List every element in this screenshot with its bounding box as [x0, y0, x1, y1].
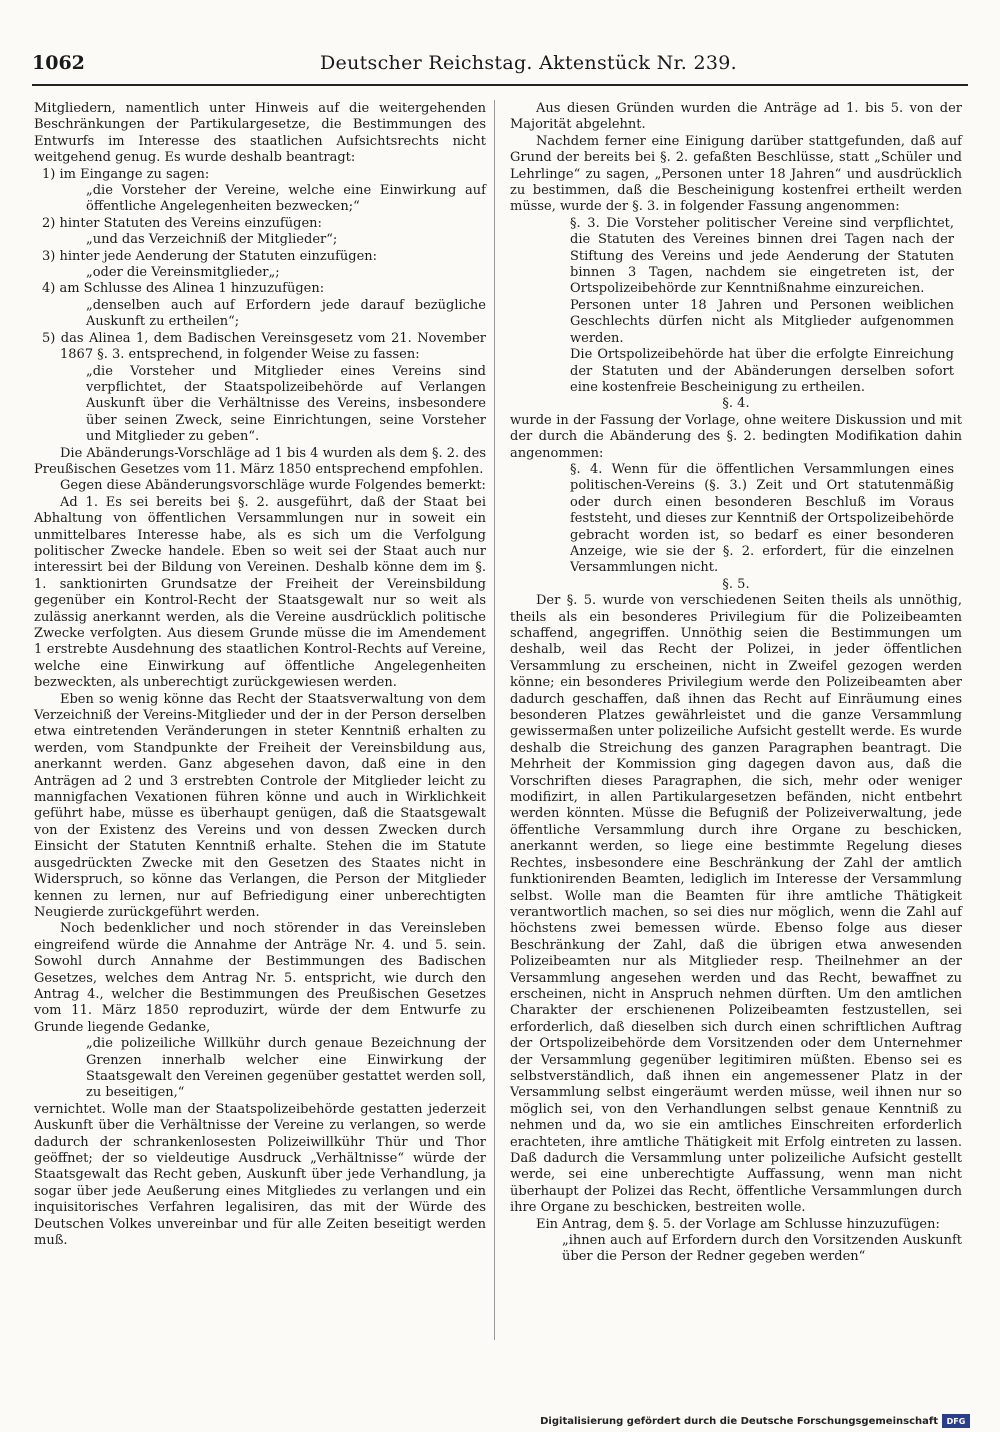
- footer-credit-text: Digitalisierung gefördert durch die Deutsche Forschungsgemeinschaft: [540, 1415, 938, 1427]
- paragraph: „ihnen auch auf Erfordern durch den Vorsitzenden Auskunft über die Person der Redner gegeben werden“: [562, 1233, 962, 1265]
- left-column: [34, 101, 486, 1249]
- paragraph: 5) das Alinea 1, dem Badischen Vereinsgesetz vom 21. November 1867 §. 3. entsprechend, in folgender Weise zu fassen:: [42, 330, 486, 363]
- header-rule: [32, 84, 968, 86]
- paragraph: „die Vorsteher und Mitglieder eines Vereins sind verpflichtet, der Staatspolizeibehörde auf Verlangen Auskunft über die Verhältnisse des Vereins, insbesondere über seinen Zweck, seine Einrichtungen, seine Vorsteher und Mitglieder zu geben“.: [86, 363, 486, 445]
- paragraph: §. 4. Wenn für die öffentlichen Versammlungen eines politischen-Vereins (§. 3.) Zeit und Ort statutenmäßig oder durch einen besonderen Beschluß im Voraus feststeht, und dieses zur Kenntniß der Ortspolizeibehörde gebracht worden ist, so bedarf es einer besonderen Anzeige, wie sie der §. 2. erfordert, für die einzelnen Versammlungen nicht.: [570, 461, 954, 576]
- right-column: [510, 101, 962, 1266]
- paragraph: Eben so wenig könne das Recht der Staatsverwaltung von dem Verzeichniß der Vereins-Mitglieder und der in der Person derselben etwa eintretenden Veränderungen in steter Kenntniß erhalten zu werden, vom Standpunkte der Freiheit der Vereinsbildung aus, anerkannt werden. Ganz abgesehen davon, daß eine in den Anträgen ad 2 und 3 erstrebten Controle der Mitglieder leicht zu mannigfachen Vexationen führen könne und auch in Wirklichkeit geführt habe, müsse es überhaupt genügen, daß die Staatsgewalt von der Existenz des Vereins und von dessen Zwecken durch Einsicht der Statuten Kenntniß erhalte. Stehen die im Statute ausgedrückten Zwecke mit den Gesetzen des Staates nicht in Widerspruch, so könne das Verlangen, die Person der Mitglieder kennen zu lernen, nur auf Befriedigung einer unberechtigten Neugierde zurückgeführt werden.: [34, 691, 486, 920]
- paragraph: §. 5.: [722, 576, 750, 592]
- page-header: [32, 52, 966, 82]
- paragraph: Der §. 5. wurde von verschiedenen Seiten theils als unnöthig, theils als ein besonderes Privilegium für die Polizeibeamten schaffend, angegriffen. Unnöthig seien die Bestimmungen um deshalb, weil das Recht der Polizei, in jeder öffentlichen Versammlung zu erscheinen, nicht in Zweifel gezogen werden könne; ein besonderes Privilegium werde den Polizeibeamten aber dadurch geschaffen, daß ihnen das Recht auf Einräumung eines besonderen Platzes gewährleistet und die ganze Versammlung gewissermaßen unter polizeiliche Aufsicht gestellt werde. Es wurde deshalb die Streichung des ganzen Paragraphen beantragt. Die Mehrheit der Kommission ging dagegen davon aus, daß die Vorschriften dieses Paragraphen, die sich, mehr oder weniger modifizirt, in allen Partikulargesetzen befänden, nicht entbehrt werden könnten. Müsse die Befugniß der Polizeiverwaltung, jede öffentliche Versammlung durch ihre Organe zu beschicken, anerkannt werden, so liege eine bestimmte Regelung dieses Rechtes, insbesondere eine Beschränkung der Zahl der amtlich funktionirenden Beamten, lediglich im Interesse der Versammlung selbst. Wolle man die Beamten für ihre amtliche Thätigkeit verantwortlich machen, so sei dies nur möglich, wenn die Zahl auf höchstens zwei bemessen würde. Ebenso folge aus dieser Beschränkung der Zahl, daß die übrigen etwa anwesenden Polizeibeamten nur als Mitglieder resp. Theilnehmer an der Versammlung angesehen werden und das Recht, bewaffnet zu erscheinen, nicht in Anspruch nehmen dürften. Um den amtlichen Charakter der erschienenen Polizeibeamten festzustellen, sei erforderlich, daß dieselben sich durch einen schriftlichen Auftrag der Ortspolizeibehörde dem Vorsitzenden oder dem Unternehmer der Versammlung gegenüber legitimiren müßten. Ebenso sei es selbstverständlich, daß ihnen ein angemessener Platz in der Versammlung selbst eingeräumt werden müsse, weil ihnen nur so möglich sei, von den Verhandlungen selbst genaue Kenntniß zu nehmen und da, wo sie ein amtliches Einschreiten erforderlich erachteten, ihre amtliche Thätigkeit mit Erfolg eintreten zu lassen. Daß dadurch die Versammlung unter polizeiliche Aufsicht gestellt werde, sei eine unberechtigte Auffassung, wenn man nicht überhaupt der Polizei das Recht, öffentliche Versammlungen durch ihre Organe zu beschicken, bestreiten wolle.: [510, 593, 962, 1216]
- paragraph: Noch bedenklicher und noch störender in das Vereinsleben eingreifend würde die Annahme der Anträge Nr. 4. und 5. sein. Sowohl durch Annahme der Bestimmungen des Badischen Gesetzes, welches dem Antrag Nr. 5. entspricht, wie durch den Antrag 4., welcher die Bestimmungen des Preußischen Gesetzes vom 11. März 1850 reproduzirt, würde der dem Entwurfe zu Grunde liegende Gedanke,: [34, 921, 486, 1035]
- paragraph: Ad 1. Es sei bereits bei §. 2. ausgeführt, daß der Staat bei Abhaltung von öffentlichen Versammlungen nur in soweit ein unmittelbares Interesse habe, als es sich um die Verfolgung politischer Zwecke handele. Eben so weit sei der Staat auch nur interessirt bei der Bildung von Vereinen. Deshalb könne dem im §. 1. sanktionirten Grundsatze der Freiheit der Vereinsbildung gegenüber ein Kontrol-Recht der Staatsgewalt nur so weit als zulässig anerkannt werden, als die Vereine ausdrücklich politische Zwecke verfolgten. Aus diesem Grunde müsse die im Amendement 1 erstrebte Ausdehnung des staatlichen Kontrol-Rechts auf Vereine, welche eine Einwirkung auf öffentliche Angelegenheiten bezweckten, als unberechtigt zurückgewiesen werden.: [34, 494, 486, 691]
- paragraph: Aus diesen Gründen wurden die Anträge ad 1. bis 5. von der Majorität abgelehnt.: [510, 101, 962, 133]
- footer-credit: [540, 1413, 970, 1429]
- paragraph: „die polizeiliche Willkühr durch genaue Bezeichnung der Grenzen innerhalb welcher eine Einwirkung der Staatsgewalt den Vereinen gegenüber gestattet werden soll, zu beseitigen,“: [86, 1036, 486, 1101]
- paragraph: 4) am Schlusse des Alinea 1 hinzuzufügen:: [42, 281, 325, 297]
- column-divider: [494, 100, 495, 1340]
- paragraph: 2) hinter Statuten des Vereins einzufügen:: [42, 215, 322, 231]
- paragraph: Ein Antrag, dem §. 5. der Vorlage am Schlusse hinzuzufügen:: [536, 1216, 940, 1232]
- paragraph: „und das Verzeichniß der Mitglieder“;: [86, 232, 338, 248]
- paragraph: Die Ortspolizeibehörde hat über die erfolgte Einreichung der Statuten und der Abänderungen derselben sofort eine kostenfreie Bescheinigung zu ertheilen.: [570, 347, 954, 395]
- paragraph: vernichtet. Wolle man der Staatspolizeibehörde gestatten jederzeit Auskunft über die Verhältnisse der Vereine zu verlangen, so werde dadurch der schrankenlosesten Polizeiwillkühr Thür und Thor geöffnet; der so vieldeutige Ausdruck „Verhältnisse“ würde der Staatsgewalt das Recht geben, Auskunft über jede Verhandlung, ja sogar über jede Aeußerung eines Mitgliedes zu verlangen und ein inquisitorisches Verfahren legalisiren, das mit der Würde des Deutschen Volkes unvereinbar und für alle Zeiten beseitigt werden muß.: [34, 1101, 486, 1249]
- running-title: Deutscher Reichstag. Aktenstück Nr. 239.: [320, 52, 737, 74]
- dfg-logo: DFG: [942, 1414, 970, 1428]
- paragraph: 1) im Eingange zu sagen:: [42, 166, 210, 182]
- paragraph: 3) hinter jede Aenderung der Statuten einzufügen:: [42, 248, 378, 264]
- paragraph: wurde in der Fassung der Vorlage, ohne weitere Diskussion und mit der durch die Abänderung des §. 2. bedingten Modifikation dahin angenommen:: [510, 412, 962, 461]
- paragraph: Die Abänderungs-Vorschläge ad 1 bis 4 wurden als dem §. 2. des Preußischen Gesetzes vom 11. März 1850 entsprechend empfohlen.: [34, 445, 486, 477]
- paragraph: „die Vorsteher der Vereine, welche eine Einwirkung auf öffentliche Angelegenheiten bezwecken;“: [86, 183, 486, 215]
- paragraph: „oder die Vereinsmitglieder„;: [86, 265, 280, 281]
- paragraph: Nachdem ferner eine Einigung darüber stattgefunden, daß auf Grund der bereits bei §. 2. gefaßten Beschlüsse, statt „Schüler und Lehrlinge“ zu sagen, „Personen unter 18 Jahren“ und ausdrücklich zu bestimmen, daß die Bescheinigung kostenfrei ertheilt werden müsse, wurde der §. 3. in folgender Fassung angenommen:: [510, 133, 962, 215]
- paragraph: Mitgliedern, namentlich unter Hinweis auf die weitergehenden Beschränkungen der Partikulargesetze, die Bestimmungen des Entwurfs im Interesse des staatlichen Aufsichtsrechts nicht weitgehend genug. Es wurde deshalb beantragt:: [34, 101, 486, 166]
- paragraph: Gegen diese Abänderungsvorschläge wurde Folgendes bemerkt:: [60, 478, 486, 494]
- paragraph: Personen unter 18 Jahren und Personen weiblichen Geschlechts dürfen nicht als Mitglieder aufgenommen werden.: [570, 297, 954, 346]
- paragraph: §. 4.: [722, 396, 750, 412]
- paragraph: „denselben auch auf Erfordern jede darauf bezügliche Auskunft zu ertheilen“;: [86, 297, 486, 330]
- page-number: 1062: [32, 52, 85, 74]
- paragraph: §. 3. Die Vorsteher politischer Vereine sind verpflichtet, die Statuten des Vereines binnen drei Tagen nach der Stiftung des Vereins und jede Aenderung der Statuten binnen 3 Tagen, nachdem sie eingetreten ist, der Ortspolizeibehörde zur Kenntnißnahme einzureichen.: [570, 215, 954, 297]
